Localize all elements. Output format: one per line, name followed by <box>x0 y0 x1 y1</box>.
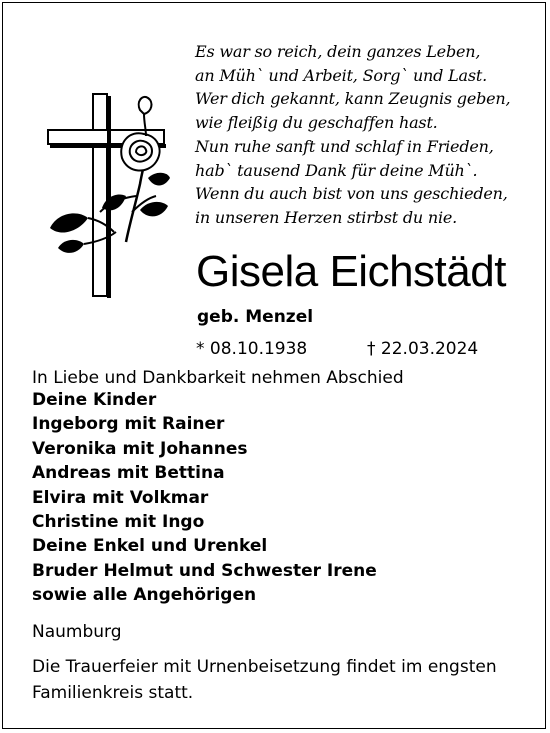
poem-line: Es war so reich, dein ganzes Leben, <box>195 42 481 61</box>
list-item: sowie alle Angehörigen <box>32 585 257 606</box>
poem-line: an Müh` und Arbeit, Sorg` und Last. <box>195 65 487 85</box>
list-item: Deine Enkel und Urenkel <box>32 536 268 557</box>
place-name: Naumburg <box>32 622 122 642</box>
birth-name: geb. Menzel <box>197 307 314 327</box>
mourners-list <box>32 388 377 608</box>
death-date: † 22.03.2024 <box>367 339 479 359</box>
list-item: Deine Kinder <box>32 390 157 410</box>
poem-line: hab` tausend Dank für deine Müh`. <box>195 160 478 180</box>
poem-line: Nun ruhe sanft und schlaf in Frieden, <box>195 136 494 156</box>
list-item: Andreas mit Bettina <box>32 463 225 484</box>
deceased-name: Gisela Eichstädt <box>196 247 506 296</box>
list-item: Bruder Helmut und Schwester Irene <box>32 560 377 581</box>
cross-with-rose-icon <box>44 92 172 300</box>
funeral-notice: Die Trauerfeier mit Urnenbeisetzung findet im engsten Familienkreis statt. <box>32 657 497 703</box>
poem-line: Wenn du auch bist von uns geschieden, <box>195 184 508 204</box>
birth-date: * 08.10.1938 <box>196 339 308 359</box>
list-item: Ingeborg mit Rainer <box>32 414 225 435</box>
list-item: Veronika mit Johannes <box>32 438 248 459</box>
poem-line: Wer dich gekannt, kann Zeugnis geben, <box>195 89 511 109</box>
list-item: Christine mit Ingo <box>32 512 205 533</box>
poem-line: in unseren Herzen stirbst du nie. <box>195 207 458 227</box>
farewell-intro: In Liebe und Dankbarkeit nehmen Abschied <box>32 368 404 388</box>
poem-line: wie fleißig du geschaffen hast. <box>195 113 438 133</box>
memorial-poem <box>195 40 535 230</box>
list-item: Elvira mit Volkmar <box>32 487 209 508</box>
